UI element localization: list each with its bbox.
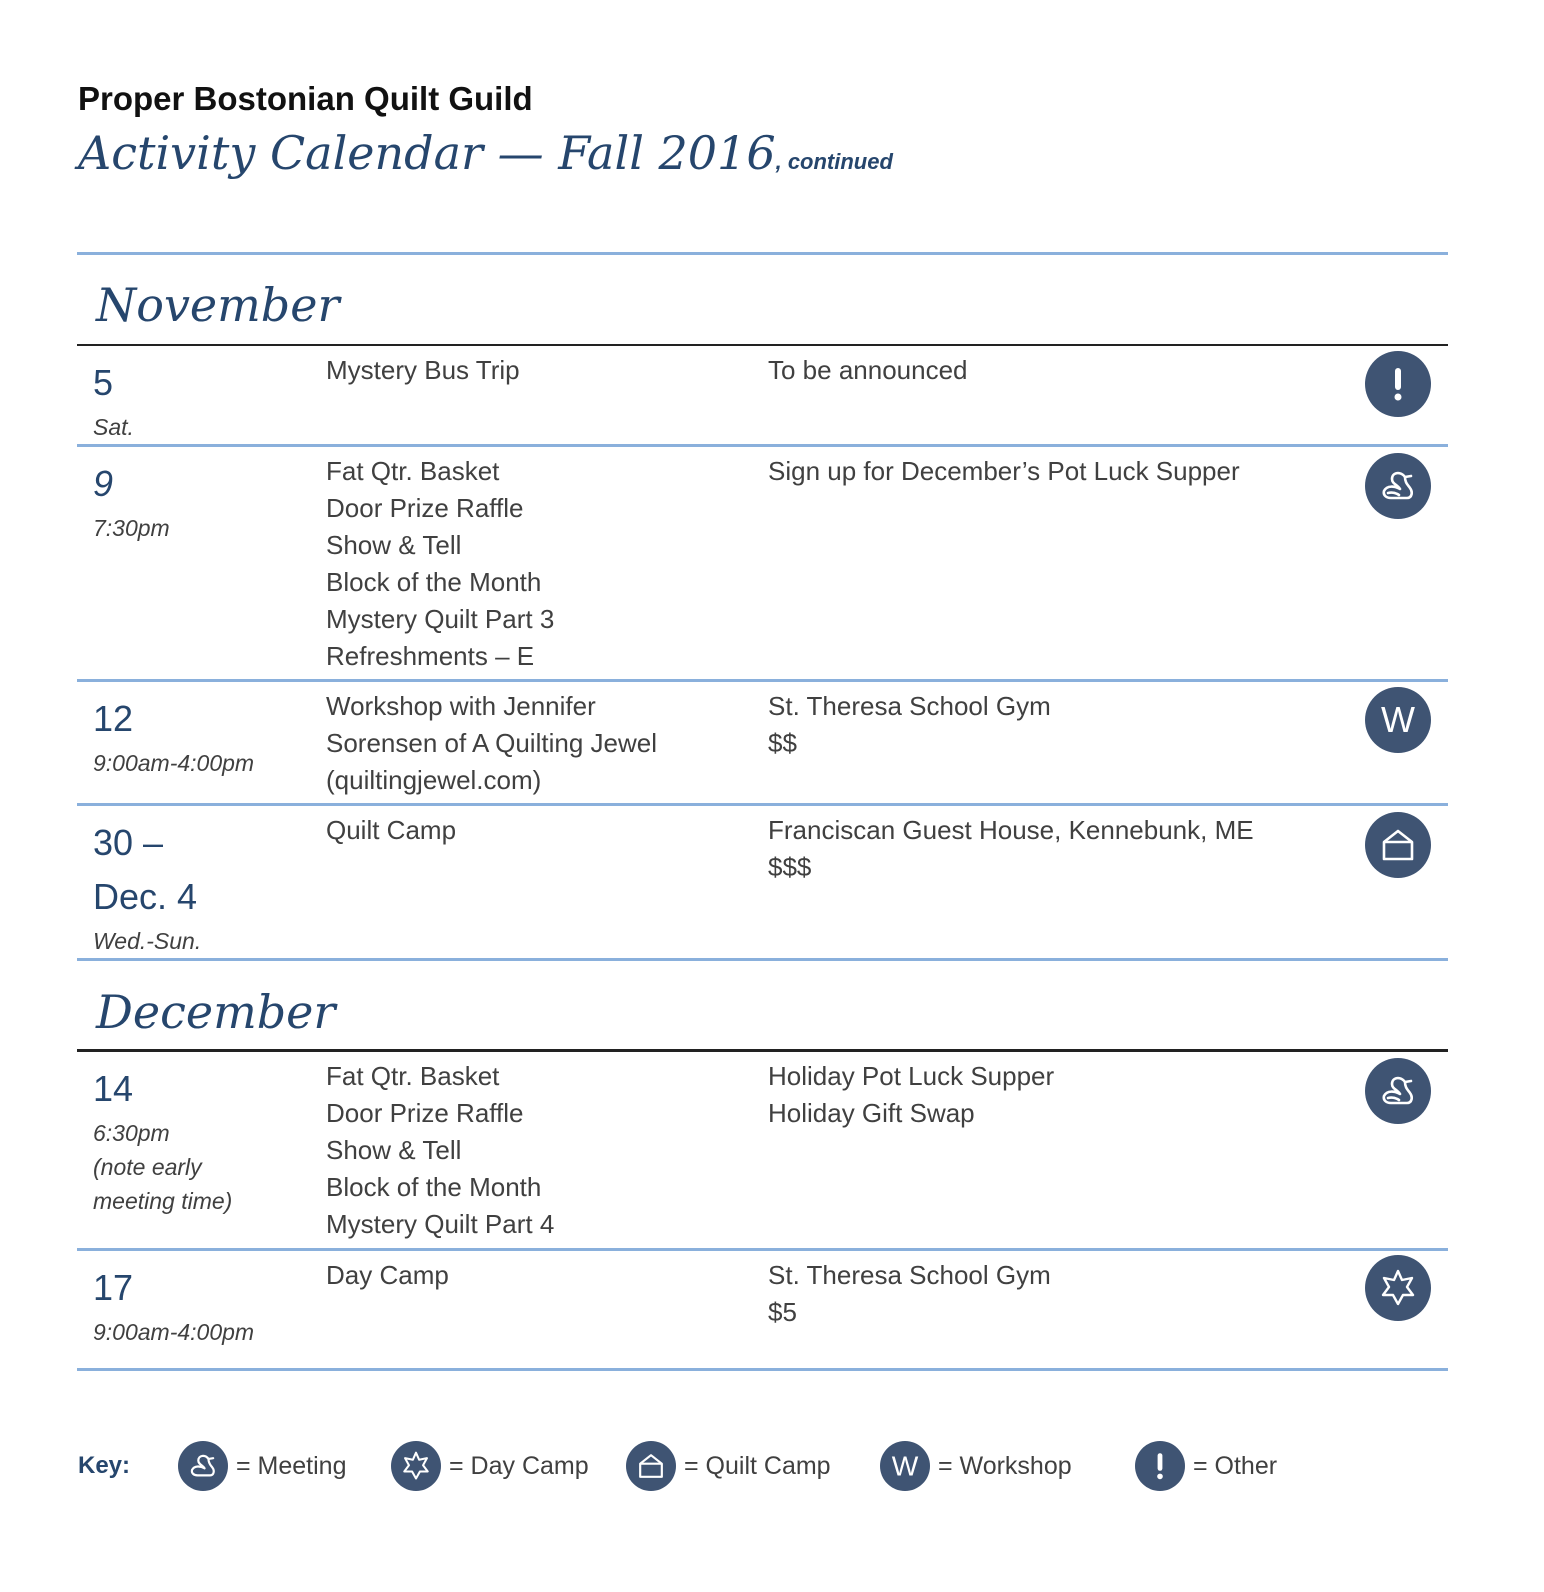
legend-text: = Workshop <box>938 1451 1072 1480</box>
date-detail: 7:30pm <box>93 515 170 541</box>
guild-name: Proper Bostonian Quilt Guild <box>78 80 533 117</box>
calendar-row <box>77 1052 1448 1248</box>
legend-label: Key: <box>78 1452 131 1479</box>
date-detail: 6:30pm <box>93 1120 170 1146</box>
detail-item: Holiday Pot Luck Supper <box>768 1061 1055 1091</box>
calendar-row <box>77 682 1448 803</box>
date-number: 5 <box>93 362 114 403</box>
row-divider <box>77 1368 1448 1371</box>
date-detail: 9:00am-4:00pm <box>93 1319 255 1345</box>
location-details <box>768 352 1328 389</box>
exclamation-icon <box>1365 351 1431 417</box>
event-item: Refreshments – E <box>326 641 535 671</box>
legend-text: = Day Camp <box>449 1451 589 1480</box>
swan-icon <box>1365 453 1431 519</box>
event-item: Mystery Bus Trip <box>326 355 520 385</box>
event-item: Fat Qtr. Basket <box>326 456 500 486</box>
date-cell <box>93 1062 313 1218</box>
date-cell <box>93 1261 313 1349</box>
date-cell <box>93 692 313 780</box>
event-item: Day Camp <box>326 1260 449 1290</box>
page-title <box>78 126 893 180</box>
event-item: Door Prize Raffle <box>326 493 524 523</box>
event-list <box>326 1058 746 1243</box>
legend-text: = Meeting <box>236 1451 347 1480</box>
event-list <box>326 453 746 675</box>
detail-item: $$ <box>768 728 797 758</box>
legend-item-day-camp <box>391 1440 589 1492</box>
event-list <box>326 1257 746 1294</box>
star-icon <box>1365 1255 1431 1321</box>
detail-item: Franciscan Guest House, Kennebunk, ME <box>768 815 1254 845</box>
date-detail: meeting time) <box>93 1188 233 1214</box>
event-item: Block of the Month <box>326 1172 542 1202</box>
house-icon <box>626 1441 676 1491</box>
date-detail: Sat. <box>93 414 134 440</box>
legend-item-other <box>1135 1440 1277 1492</box>
location-details <box>768 812 1328 886</box>
date-number: 14 <box>93 1068 134 1109</box>
location-details <box>768 688 1328 762</box>
calendar-row <box>77 346 1448 444</box>
continued-label: , continued <box>775 149 893 174</box>
swan-icon <box>1365 1058 1431 1124</box>
event-item: Workshop with Jennifer <box>326 691 596 721</box>
date-number: 12 <box>93 698 134 739</box>
legend-item-quilt-camp <box>626 1440 831 1492</box>
event-item: (quiltingjewel.com) <box>326 765 542 795</box>
house-icon <box>1365 812 1431 878</box>
w-icon <box>1365 687 1431 753</box>
detail-item: Holiday Gift Swap <box>768 1098 975 1128</box>
row-divider <box>77 958 1448 961</box>
event-list <box>326 688 746 799</box>
event-item: Mystery Quilt Part 3 <box>326 604 555 634</box>
legend-text: = Quilt Camp <box>684 1451 831 1480</box>
svg-text:W: W <box>1381 699 1415 740</box>
event-item: Block of the Month <box>326 567 542 597</box>
detail-item: Sign up for December’s Pot Luck Supper <box>768 456 1240 486</box>
calendar-row <box>77 806 1448 958</box>
detail-item: St. Theresa School Gym <box>768 1260 1051 1290</box>
event-item: Sorensen of A Quilting Jewel <box>326 728 657 758</box>
event-list <box>326 812 746 849</box>
detail-item: $5 <box>768 1297 797 1327</box>
date-cell <box>93 457 313 545</box>
exclamation-icon <box>1135 1441 1185 1491</box>
month-heading-november: November <box>96 278 340 332</box>
location-details <box>768 453 1328 490</box>
svg-text:W: W <box>891 1449 919 1482</box>
date-detail: Wed.-Sun. <box>93 928 202 954</box>
location-details <box>768 1058 1328 1132</box>
star-icon <box>391 1441 441 1491</box>
month-heading-december: December <box>96 985 336 1039</box>
date-number: 30 – <box>93 822 164 863</box>
top-divider <box>77 252 1448 255</box>
detail-item: $$$ <box>768 852 812 882</box>
event-item: Show & Tell <box>326 1135 462 1165</box>
calendar-row <box>77 1251 1448 1368</box>
location-details <box>768 1257 1328 1331</box>
calendar-row <box>77 447 1448 679</box>
date-detail: 9:00am-4:00pm <box>93 750 255 776</box>
event-item: Fat Qtr. Basket <box>326 1061 500 1091</box>
event-item: Mystery Quilt Part 4 <box>326 1209 555 1239</box>
legend <box>78 1440 1378 1492</box>
legend-item-workshop <box>880 1440 1072 1492</box>
event-item: Door Prize Raffle <box>326 1098 524 1128</box>
swan-icon <box>178 1441 228 1491</box>
date-number-end: Dec. 4 <box>93 876 198 917</box>
event-item: Show & Tell <box>326 530 462 560</box>
detail-item: To be announced <box>768 355 968 385</box>
legend-text: = Other <box>1193 1451 1278 1480</box>
date-number: 9 <box>93 463 114 504</box>
event-list <box>326 352 746 389</box>
legend-item-meeting <box>178 1440 347 1492</box>
date-cell <box>93 816 313 958</box>
w-icon <box>880 1441 930 1491</box>
date-number: 17 <box>93 1267 134 1308</box>
date-detail: (note early <box>93 1154 202 1180</box>
title-text: Activity Calendar — Fall 2016 <box>78 126 776 180</box>
event-item: Quilt Camp <box>326 815 457 845</box>
detail-item: St. Theresa School Gym <box>768 691 1051 721</box>
date-cell <box>93 356 313 444</box>
